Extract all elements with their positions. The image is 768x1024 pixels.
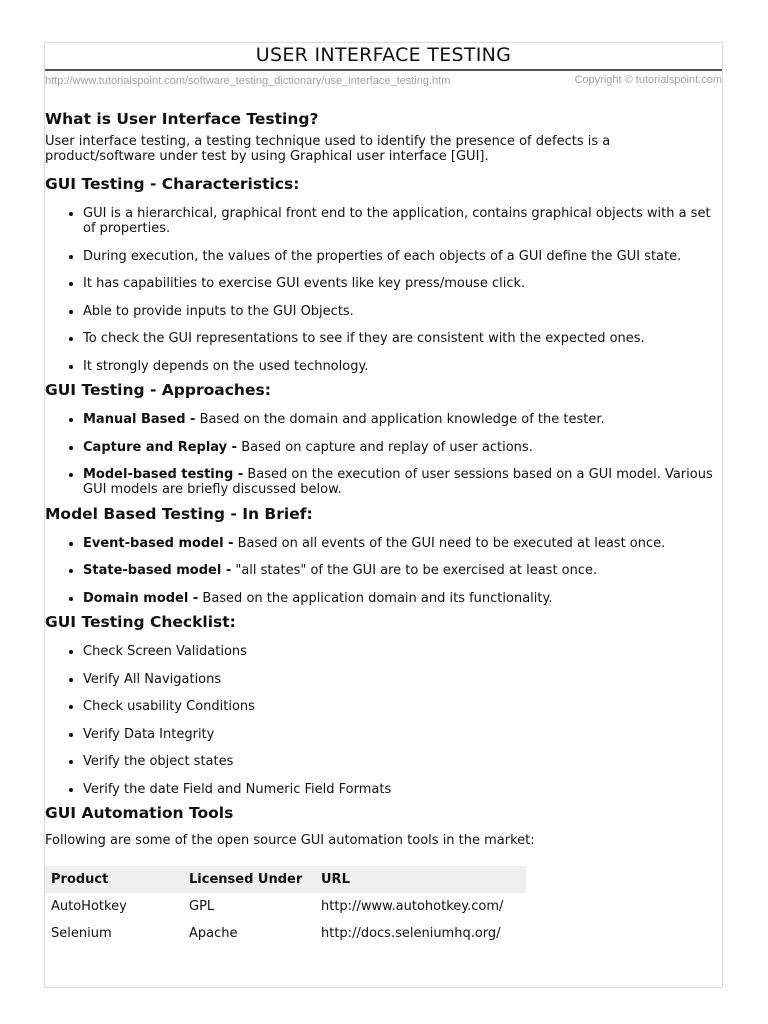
models-heading: Model Based Testing - In Brief: — [45, 504, 313, 523]
approaches-list — [45, 412, 722, 497]
item-term: Manual Based - — [83, 412, 196, 427]
table-cell: Apache — [189, 926, 238, 941]
list-item: It has capabilities to exercise GUI events like key press/mouse click. — [83, 276, 722, 291]
item-desc: Based on the execution of user sessions based on a GUI model. Various GUI models are briefly discussed below. — [83, 467, 713, 497]
item-term: Event-based model - — [83, 535, 234, 551]
intro-text: User interface testing, a testing technique used to identify the presence of defects is a product/software under test by using Graphical user interface [GUI]. — [45, 134, 611, 164]
list-item: To check the GUI representations to see if they are consistent with the expected ones. — [83, 331, 722, 346]
page-title: USER INTERFACE TESTING — [45, 43, 722, 71]
item-desc: Based on the application domain and its functionality. — [198, 590, 553, 606]
list-item: Verify the date Field and Numeric Field Formats — [83, 782, 722, 797]
list-item: Verify the object states — [83, 754, 722, 769]
item-term: State-based model - — [83, 563, 232, 578]
intro-heading: What is User Interface Testing? — [45, 110, 319, 128]
table-cell-url[interactable]: http://www.autohotkey.com/ — [321, 899, 504, 914]
list-item — [83, 536, 722, 551]
column-header: Licensed Under — [183, 866, 315, 893]
copyright-notice: Copyright © tutorialspoint.com — [574, 74, 722, 86]
list-item: Able to provide inputs to the GUI Objects. — [83, 304, 722, 319]
list-item — [83, 563, 722, 578]
item-desc: Based on all events of the GUI need to be executed at least once. — [233, 535, 666, 551]
list-item: Verify All Navigations — [83, 672, 722, 687]
characteristics-list — [45, 206, 722, 374]
checklist-list — [45, 644, 722, 797]
table-cell: Selenium — [51, 926, 112, 941]
tools-table — [45, 866, 526, 947]
list-item: Verify Data Integrity — [83, 727, 722, 742]
list-item — [83, 467, 722, 497]
column-header: Product — [45, 866, 183, 893]
list-item: GUI is a hierarchical, graphical front end to the application, contains graphical objects with a set of properties. — [83, 206, 722, 236]
article-body — [45, 109, 722, 947]
list-item: It strongly depends on the used technology. — [83, 359, 722, 374]
list-item: During execution, the values of the properties of each objects of a GUI define the GUI state. — [83, 249, 722, 264]
tools-heading: GUI Automation Tools — [45, 804, 234, 822]
item-term: Capture and Replay - — [83, 439, 238, 455]
item-term: Model-based testing - — [83, 467, 244, 482]
table-row — [45, 920, 526, 947]
tools-text: Following are some of the open source GUI automation tools in the market: — [45, 833, 535, 848]
table-cell-url[interactable]: http://docs.seleniumhq.org/ — [321, 926, 501, 941]
item-term: Domain model - — [83, 590, 199, 606]
list-item: Check Screen Validations — [83, 644, 722, 659]
list-item — [83, 440, 722, 455]
source-url[interactable]: http://www.tutorialspoint.com/software_testing_dictionary/use_interface_testing.htm — [45, 75, 451, 87]
models-list — [45, 536, 722, 606]
item-desc: Based on the domain and application knowledge of the tester. — [195, 412, 605, 427]
approaches-heading: GUI Testing - Approaches: — [45, 381, 271, 399]
table-cell: AutoHotkey — [51, 899, 127, 914]
table-row — [45, 893, 526, 920]
table-cell: GPL — [189, 899, 215, 914]
item-desc: Based on capture and replay of user actions. — [237, 439, 533, 455]
column-header: URL — [315, 866, 526, 893]
table-header-row — [45, 866, 526, 893]
list-item: Check usability Conditions — [83, 699, 722, 714]
item-desc: "all states" of the GUI are to be exercised at least once. — [231, 563, 598, 578]
characteristics-heading: GUI Testing - Characteristics: — [45, 175, 300, 193]
document-page — [44, 42, 723, 988]
checklist-heading: GUI Testing Checklist: — [45, 613, 236, 631]
list-item — [83, 591, 722, 606]
list-item — [83, 412, 722, 427]
